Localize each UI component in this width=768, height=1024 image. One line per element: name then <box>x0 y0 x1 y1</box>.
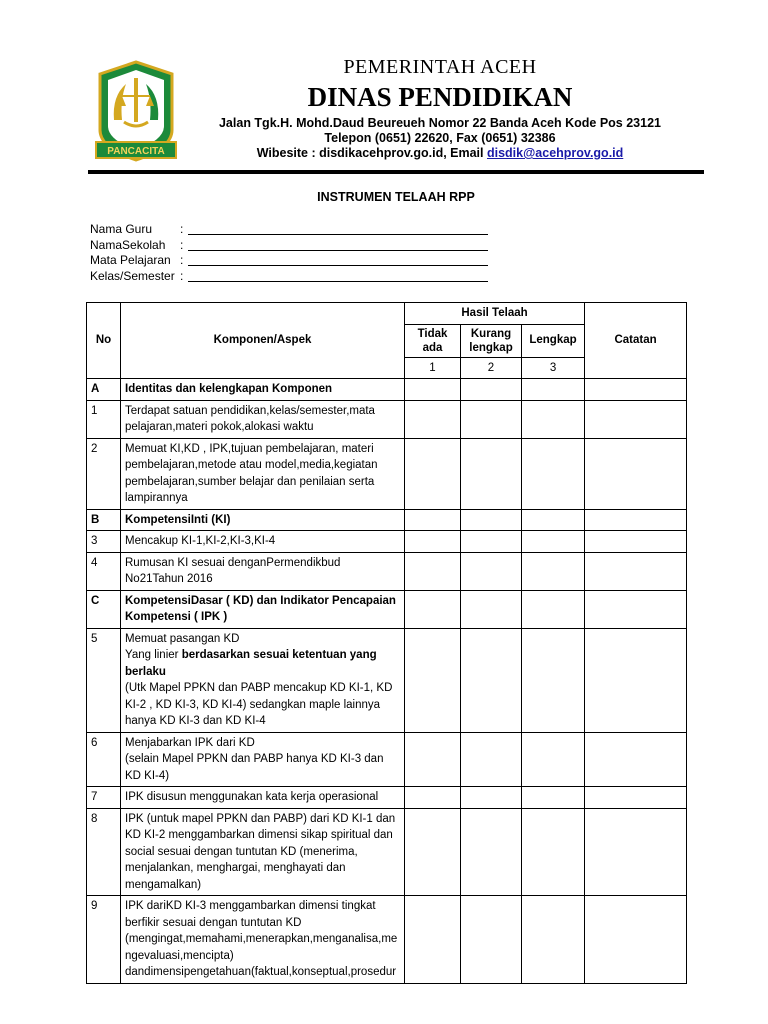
score-1: 1 <box>405 357 461 379</box>
row-aspect: Identitas dan kelengkapan Komponen <box>121 379 405 401</box>
row-no: 8 <box>87 808 121 896</box>
field-label: NamaSekolah <box>90 237 166 252</box>
cell-catatan[interactable] <box>585 379 687 401</box>
row-no: 3 <box>87 531 121 553</box>
cell-tidak-ada[interactable] <box>405 509 461 531</box>
table-row <box>87 400 687 438</box>
table-row <box>87 628 687 732</box>
row-aspect: KompetensiDasar ( KD) dan Indikator Pencapaian Kompetensi ( IPK ) <box>121 590 405 628</box>
field-label: Nama Guru <box>90 222 153 236</box>
cell-catatan[interactable] <box>585 896 687 984</box>
section-row-a <box>87 379 687 401</box>
cell-kurang[interactable] <box>461 590 522 628</box>
cell-tidak-ada[interactable] <box>405 787 461 809</box>
field-kelas-semester <box>90 269 488 285</box>
pancacita-emblem-icon <box>92 60 180 164</box>
header-tidak-ada: Tidak ada <box>405 324 461 357</box>
aspect-line: Memuat pasangan KD <box>125 632 240 645</box>
aspect-line: IPK dariKD KI-3 menggambarkan dimensi tingkat berfikir sesuai dengan tuntutan KD <box>125 900 376 929</box>
header-kurang-lengkap: Kurang lengkap <box>461 324 522 357</box>
cell-kurang[interactable] <box>461 732 522 787</box>
score-2: 2 <box>461 357 522 379</box>
row-aspect <box>121 732 405 787</box>
cell-lengkap[interactable] <box>522 438 585 509</box>
row-aspect: Terdapat satuan pendidikan,kelas/semester,mata pelajaran,materi pokok,alokasi waktu <box>121 400 405 438</box>
cell-tidak-ada[interactable] <box>405 552 461 590</box>
cell-lengkap[interactable] <box>522 509 585 531</box>
svg-text:PANCACITA: PANCACITA <box>107 146 165 157</box>
field-colon: : <box>180 222 184 236</box>
field-label: Kelas/Semester <box>90 268 175 283</box>
cell-tidak-ada[interactable] <box>405 732 461 787</box>
cell-catatan[interactable] <box>585 531 687 553</box>
row-no: C <box>87 590 121 628</box>
cell-tidak-ada[interactable] <box>405 438 461 509</box>
section-row-b <box>87 509 687 531</box>
row-no: 9 <box>87 896 121 984</box>
row-no: 5 <box>87 628 121 732</box>
header-lengkap: Lengkap <box>522 324 585 357</box>
cell-kurang[interactable] <box>461 531 522 553</box>
phone-line: Telepon (0651) 22620, Fax (0651) 32386 <box>324 131 556 145</box>
document-title: INSTRUMEN TELAAH RPP <box>317 190 475 204</box>
cell-catatan[interactable] <box>585 732 687 787</box>
aspect-line: (mengingat,memahami,menerapkan,menganalisa,me ngevaluasi,mencipta) <box>125 933 398 962</box>
row-aspect: IPK disusun menggunakan kata kerja operasional <box>121 787 405 809</box>
header-hasil-telaah: Hasil Telaah <box>405 303 585 325</box>
website-line <box>180 146 700 160</box>
cell-tidak-ada[interactable] <box>405 590 461 628</box>
row-no: 2 <box>87 438 121 509</box>
cell-lengkap[interactable] <box>522 787 585 809</box>
table-row <box>87 438 687 509</box>
row-no: 6 <box>87 732 121 787</box>
cell-kurang[interactable] <box>461 808 522 896</box>
cell-lengkap[interactable] <box>522 808 585 896</box>
cell-tidak-ada[interactable] <box>405 379 461 401</box>
cell-catatan[interactable] <box>585 808 687 896</box>
email-link[interactable]: disdik@acehprov.go.id <box>486 146 624 160</box>
cell-lengkap[interactable] <box>522 400 585 438</box>
row-no: A <box>87 379 121 401</box>
aspect-line: Menjabarkan IPK dari KD <box>125 736 255 749</box>
cell-kurang[interactable] <box>461 552 522 590</box>
cell-tidak-ada[interactable] <box>405 628 461 732</box>
cell-catatan[interactable] <box>585 628 687 732</box>
cell-kurang[interactable] <box>461 787 522 809</box>
header-no: No <box>87 303 121 379</box>
cell-catatan[interactable] <box>585 438 687 509</box>
table-row <box>87 896 687 984</box>
cell-catatan[interactable] <box>585 400 687 438</box>
aspect-text-bold: berdasarkan sesuai ketentuan yang berlaku <box>125 649 377 678</box>
website-text: Wibesite : disdikacehprov.go.id, Email <box>256 146 487 160</box>
cell-catatan[interactable] <box>585 590 687 628</box>
field-mata-pelajaran <box>90 253 488 269</box>
cell-catatan[interactable] <box>585 787 687 809</box>
cell-catatan[interactable] <box>585 552 687 590</box>
cell-lengkap[interactable] <box>522 590 585 628</box>
aspect-line: (selain Mapel PPKN dan PABP hanya KD KI-3 dan KD KI-4) <box>125 753 384 782</box>
row-aspect <box>121 896 405 984</box>
row-aspect: Mencakup KI-1,KI-2,KI-3,KI-4 <box>121 531 405 553</box>
aspect-line <box>125 647 400 680</box>
field-blank-line[interactable] <box>188 223 488 235</box>
cell-kurang[interactable] <box>461 400 522 438</box>
telaah-table <box>86 302 687 984</box>
cell-lengkap[interactable] <box>522 379 585 401</box>
score-3: 3 <box>522 357 585 379</box>
header-divider <box>88 170 704 174</box>
field-blank-line[interactable] <box>188 270 488 282</box>
field-blank-line[interactable] <box>188 254 488 266</box>
row-no: 1 <box>87 400 121 438</box>
section-row-c <box>87 590 687 628</box>
cell-tidak-ada[interactable] <box>405 808 461 896</box>
address-line: Jalan Tgk.H. Mohd.Daud Beureueh Nomor 22 Banda Aceh Kode Pos 23121 <box>218 116 661 130</box>
identity-fields <box>90 222 488 284</box>
cell-lengkap[interactable] <box>522 531 585 553</box>
gov-name: PEMERINTAH ACEH <box>343 56 537 78</box>
cell-lengkap[interactable] <box>522 732 585 787</box>
row-aspect: KompetensiInti (KI) <box>121 509 405 531</box>
cell-kurang[interactable] <box>461 438 522 509</box>
cell-tidak-ada[interactable] <box>405 896 461 984</box>
table-row <box>87 552 687 590</box>
table-row <box>87 808 687 896</box>
aspect-line: (Utk Mapel PPKN dan PABP mencakup KD KI-1, KD KI-2 , KD KI-3, KD KI-4) sedangkan maple lainnya hanya KD KI-3 dan KD KI-4 <box>125 682 393 727</box>
row-aspect <box>121 628 405 732</box>
row-no: 4 <box>87 552 121 590</box>
cell-tidak-ada[interactable] <box>405 531 461 553</box>
row-aspect: Memuat KI,KD , IPK,tujuan pembelajaran, materi pembelajaran,metode atau model,media,kegiatan pembelajaran,sumber belajar dan penilaian serta lampirannya <box>121 438 405 509</box>
field-blank-line[interactable] <box>188 239 488 251</box>
cell-lengkap[interactable] <box>522 552 585 590</box>
agency-name: DINAS PENDIDIKAN <box>307 82 573 112</box>
field-colon: : <box>180 268 184 283</box>
field-colon: : <box>180 237 184 252</box>
cell-kurang[interactable] <box>461 379 522 401</box>
aspect-text: Yang linier <box>125 649 182 661</box>
cell-kurang[interactable] <box>461 509 522 531</box>
table-row <box>87 531 687 553</box>
field-label: Mata Pelajaran <box>90 253 171 267</box>
cell-lengkap[interactable] <box>522 628 585 732</box>
row-no: B <box>87 509 121 531</box>
header-catatan: Catatan <box>585 303 687 379</box>
cell-catatan[interactable] <box>585 509 687 531</box>
row-aspect: Rumusan KI sesuai denganPermendikbud No21Tahun 2016 <box>121 552 405 590</box>
field-nama-sekolah <box>90 238 488 254</box>
cell-kurang[interactable] <box>461 896 522 984</box>
cell-kurang[interactable] <box>461 628 522 732</box>
table-header-row <box>87 303 687 325</box>
row-aspect: IPK (untuk mapel PPKN dan PABP) dari KD KI-1 dan KD KI-2 menggambarkan dimensi sikap spiritual dan social sesuai dengan tuntutan KD (menerima, menjalankan, menghargai, menghayati dan mengamalkan) <box>121 808 405 896</box>
cell-tidak-ada[interactable] <box>405 400 461 438</box>
field-colon: : <box>180 253 184 267</box>
table-row <box>87 732 687 787</box>
header-komponen: Komponen/Aspek <box>121 303 405 379</box>
aspect-line: dandimensipengetahuan(faktual,konseptual,prosedur <box>125 966 397 978</box>
row-no: 7 <box>87 787 121 809</box>
field-nama-guru <box>90 222 488 238</box>
cell-lengkap[interactable] <box>522 896 585 984</box>
table-row <box>87 787 687 809</box>
